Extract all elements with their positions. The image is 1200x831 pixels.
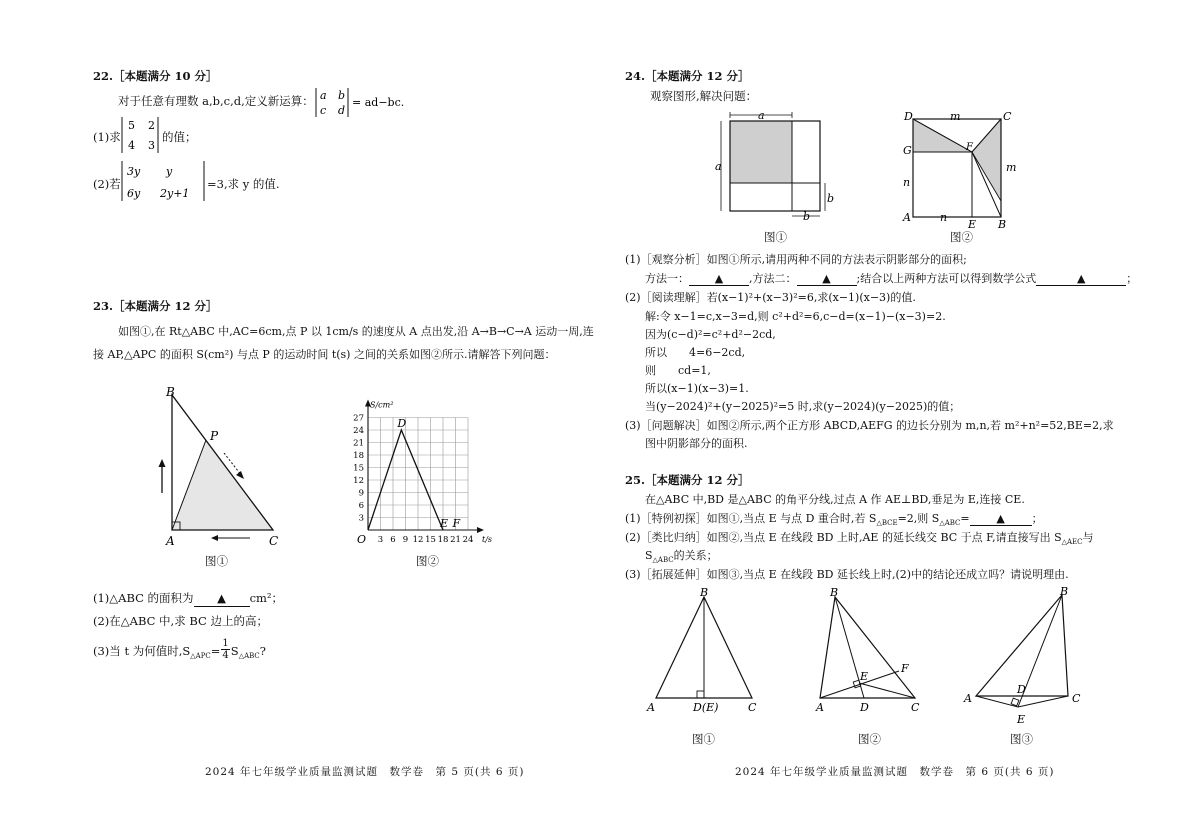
q23-figure1: [140, 385, 300, 555]
p1-det-12: 2: [148, 119, 155, 132]
p2-det-12: y: [166, 165, 173, 178]
point-E-label: E: [440, 517, 449, 530]
q25-p1-eq: =: [960, 512, 970, 525]
q24-method2-blank[interactable]: ▲: [797, 272, 857, 286]
p2-det-11: 3y: [127, 165, 141, 178]
q23-part2: (2)在△ABC 中,求 BC 边上的高；: [93, 614, 268, 628]
q23-fig2-caption: 图②: [416, 554, 439, 568]
q23-part1-suffix: cm²；: [249, 591, 284, 605]
q25-p2-end: 与: [1082, 531, 1094, 544]
q24-figure2: [900, 106, 1025, 231]
footer-right: 2024 年七年级学业质量监测试题 数学卷 第 6 页(共 6 页): [735, 766, 1055, 778]
q25f3-A: A: [964, 692, 972, 705]
q23-part1: [93, 592, 283, 607]
y-axis-label: S/cm²: [370, 400, 394, 410]
q24f1-b-right: b: [827, 192, 835, 205]
q24-method1-label: 方法一：: [645, 272, 689, 285]
x-tick-label: 12: [412, 535, 424, 545]
q25f1-C: C: [748, 701, 757, 714]
q25-figure3: [962, 585, 1097, 725]
x-tick-label: 9: [402, 535, 409, 545]
q24f2-C: C: [1003, 110, 1012, 123]
q24f2-m-right: m: [1006, 161, 1017, 174]
q24f2-E: E: [968, 218, 977, 231]
q25-p2-text: (2)［类比归纳］如图②,当点 E 在线段 BD 上时,AE 的延长线交 BC 于点 F,请直接写出 S: [625, 531, 1062, 544]
q24-method1-blank[interactable]: ▲: [689, 272, 749, 286]
q24f2-F: F: [966, 142, 973, 153]
p2-det-22: 2y+1: [160, 187, 190, 200]
q23-part3: [93, 638, 266, 668]
point-D-label: D: [397, 417, 407, 430]
fig1-label-C: C: [269, 534, 279, 548]
q24-part2-step5: 所以(x−1)(x−3)=1.: [645, 382, 749, 395]
y-tick-label: 3: [358, 513, 364, 524]
q25f2-F: F: [901, 662, 909, 675]
q25-p1-sub2: △ABC: [939, 519, 961, 528]
q22-part2-prefix: (2)若: [93, 177, 121, 191]
q23-part3-sub1: △APC: [190, 652, 211, 661]
q22-det-definition: [314, 87, 414, 119]
q24-heading: 24.［本题满分 12 分］: [625, 69, 750, 83]
q25f3-E: E: [1017, 713, 1026, 726]
x-tick-label: 6: [390, 535, 396, 545]
q24f2-A: A: [903, 211, 911, 224]
x-tick-label: 24: [462, 535, 474, 545]
q22-heading: 22.［本题满分 10 分］: [93, 69, 218, 83]
q25-figure1: [640, 585, 770, 715]
q24-part2-step3: 所以 4=6−2cd,: [645, 346, 746, 359]
q23-line2: 接 AP,△APC 的面积 S(cm²) 与点 P 的运动时间 t(s) 之间的关系如图②所示.请解答下列问题：: [93, 348, 556, 361]
y-tick-label: 15: [353, 463, 364, 474]
y-tick-label: 12: [353, 476, 364, 486]
q24f2-n-bottom: n: [940, 211, 948, 224]
p1-det-22: 3: [148, 139, 155, 152]
q24-method2-label: ,方法二：: [749, 272, 797, 285]
q24f1-a-top: a: [758, 109, 765, 122]
q23-part1-answer-blank[interactable]: ▲: [194, 592, 250, 607]
det-c: c: [320, 104, 327, 117]
q24f2-D: D: [904, 110, 913, 123]
q22-part2-suffix: =3,求 y 的值.: [207, 177, 280, 191]
q25-p2l2-s: S: [645, 549, 653, 562]
q24-part3-line2: 图中阴影部分的面积.: [645, 437, 748, 450]
q22-intro-text: 对于任意有理数 a,b,c,d,定义新运算：: [118, 94, 314, 108]
point-F-label: F: [452, 517, 461, 530]
q23-part1-prefix: (1)△ABC 的面积为: [93, 591, 194, 605]
q24-part2-question: 当(y−2024)²+(y−2025)²=5 时,求(y−2024)(y−2025)的值；: [645, 400, 961, 413]
q25f2-B: B: [830, 586, 839, 599]
q25-fig2-caption: 图②: [858, 732, 881, 746]
fig1-label-A: A: [166, 534, 175, 548]
y-tick-label: 9: [358, 488, 364, 499]
q24-part2-step2: 因为(c−d)²=c²+d²−2cd,: [645, 328, 776, 341]
q22-part1-prefix: (1)求: [93, 130, 121, 144]
q25-part1-answer-blank[interactable]: ▲: [970, 512, 1032, 526]
q23-fig1-caption: 图①: [205, 554, 228, 568]
q25-part2: [625, 531, 1094, 547]
q25f2-A: A: [816, 701, 824, 714]
det-b: b: [338, 89, 346, 102]
p1-det-11: 5: [128, 119, 135, 132]
fig1-label-P: P: [210, 429, 219, 443]
q25-part2-line2: [645, 549, 718, 565]
q25-fig1-caption: 图①: [692, 732, 715, 746]
q24-figure1: [712, 108, 842, 228]
q23-part3-prefix: (3)当 t 为何值时,S: [93, 644, 191, 658]
q24f1-a-left: a: [715, 160, 722, 173]
q25f2-C: C: [911, 701, 920, 714]
q25-p1-mid: =2,则 S: [897, 512, 940, 525]
y-tick-label: 24: [353, 426, 364, 436]
q23-part3-s2: S: [230, 644, 239, 658]
q24-part2-step4: 则 cd=1,: [645, 364, 711, 377]
q25-p1-sub: △BCE: [876, 519, 898, 528]
q25-p1-end: ；: [1031, 512, 1043, 525]
q24f2-m-top: m: [950, 110, 961, 123]
q23-part3-num: 1: [222, 638, 229, 649]
q24f1-b-bottom: b: [803, 210, 811, 223]
q25-p1-prefix: (1)［特例初探］如图①,当点 E 与点 D 重合时,若 S: [625, 512, 877, 525]
q22-part1-suffix: 的值；: [162, 130, 197, 144]
q23-part3-end: ?: [259, 644, 266, 658]
det-d: d: [338, 104, 346, 117]
x-axis-label: t/s: [482, 535, 493, 544]
q25-fig3-caption: 图③: [1010, 732, 1033, 746]
p2-det-21: 6y: [127, 187, 141, 200]
x-axis-arrow: [477, 527, 484, 533]
q24-part1: (1)［观察分析］如图①所示,请用两种不同的方法表示阴影部分的面积;: [625, 253, 967, 266]
q25f1-B: B: [700, 586, 709, 599]
q23-part3-fraction: [221, 638, 229, 661]
q25-figure2: [810, 585, 940, 715]
origin-label: O: [357, 533, 367, 546]
y-tick-label: 27: [353, 413, 364, 424]
x-tick-label: 15: [425, 535, 436, 545]
y-tick-label: 6: [358, 501, 364, 511]
q25-p2-sub: △AEC: [1061, 538, 1083, 547]
q25f3-B: B: [1060, 585, 1069, 598]
fig1-label-B: B: [166, 385, 175, 399]
q25f2-D: D: [860, 701, 869, 714]
right-page: [600, 0, 1200, 831]
q23-figure2-graph: [345, 370, 525, 550]
q25f3-C: C: [1072, 692, 1081, 705]
q24-fig1-caption: 图①: [764, 230, 787, 244]
q24-p1-end: ；: [1126, 272, 1138, 285]
q25-intro: 在△ABC 中,BD 是△ABC 的角平分线,过点 A 作 AE⊥BD,垂足为 E,连接 CE.: [645, 493, 1025, 506]
q24f2-B: B: [998, 218, 1007, 231]
footer-left: 2024 年七年级学业质量监测试题 数学卷 第 5 页(共 6 页): [205, 766, 525, 778]
q23-line1: 如图①,在 Rt△ABC 中,AC=6cm,点 P 以 1cm/s 的速度从 A 点出发,沿 A→B→C→A 运动一周,连: [118, 325, 594, 338]
x-tick-label: 21: [450, 535, 461, 545]
q25-part3: (3)［拓展延伸］如图③,当点 E 在线段 BD 延长线上时,(2)中的结论还成立吗？请说明理由.: [625, 568, 1069, 581]
q23-heading: 23.［本题满分 12 分］: [93, 299, 218, 313]
x-tick-label: 3: [377, 535, 384, 545]
q24f2-G: G: [903, 144, 912, 157]
q24-formula-label: ;结合以上两种方法可以得到数学公式: [856, 272, 1037, 285]
q23-part3-sub2: △ABC: [238, 652, 260, 661]
q24f2-n-left: n: [903, 176, 911, 189]
q25f3-D: D: [1017, 683, 1026, 696]
q24-part2-step1: 解:令 x−1=c,x−3=d,则 c²+d²=6,c−d=(x−1)−(x−3)=2.: [645, 310, 946, 323]
q24-fig2-caption: 图②: [950, 230, 973, 244]
q25-heading: 25.［本题满分 12 分］: [625, 473, 750, 487]
det-def-rhs: = ad−bc.: [352, 96, 405, 109]
y-tick-label: 18: [353, 451, 364, 461]
x-tick-label: 18: [437, 535, 449, 545]
q24-part1-line2: [645, 272, 1137, 286]
q25f1-DE: D(E): [693, 701, 719, 714]
q25f2-E: E: [860, 670, 869, 683]
q24-intro: 观察图形,解决问题：: [650, 89, 758, 103]
q25-p2l2-sub: △ABC: [652, 556, 674, 565]
q25-part1: [625, 512, 1043, 528]
q25-p2l2-end: 的关系；: [673, 549, 718, 562]
q24-formula-blank[interactable]: ▲: [1036, 272, 1126, 286]
q23-part3-den: 4: [222, 650, 229, 661]
q24-part2: (2)［阅读理解］若(x−1)²+(x−3)²=6,求(x−1)(x−3)的值.: [625, 291, 916, 304]
q22-intro: [118, 95, 314, 109]
y-tick-label: 21: [353, 438, 364, 449]
q23-part3-eq: =: [210, 644, 221, 658]
det-a: a: [320, 89, 327, 102]
p1-det-21: 4: [128, 139, 135, 152]
q25f1-A: A: [647, 701, 655, 714]
q24-part3: (3)［问题解决］如图②所示,两个正方形 ABCD,AEFG 的边长分别为 m,n,若 m²+n²=52,BE=2,求: [625, 419, 1114, 432]
